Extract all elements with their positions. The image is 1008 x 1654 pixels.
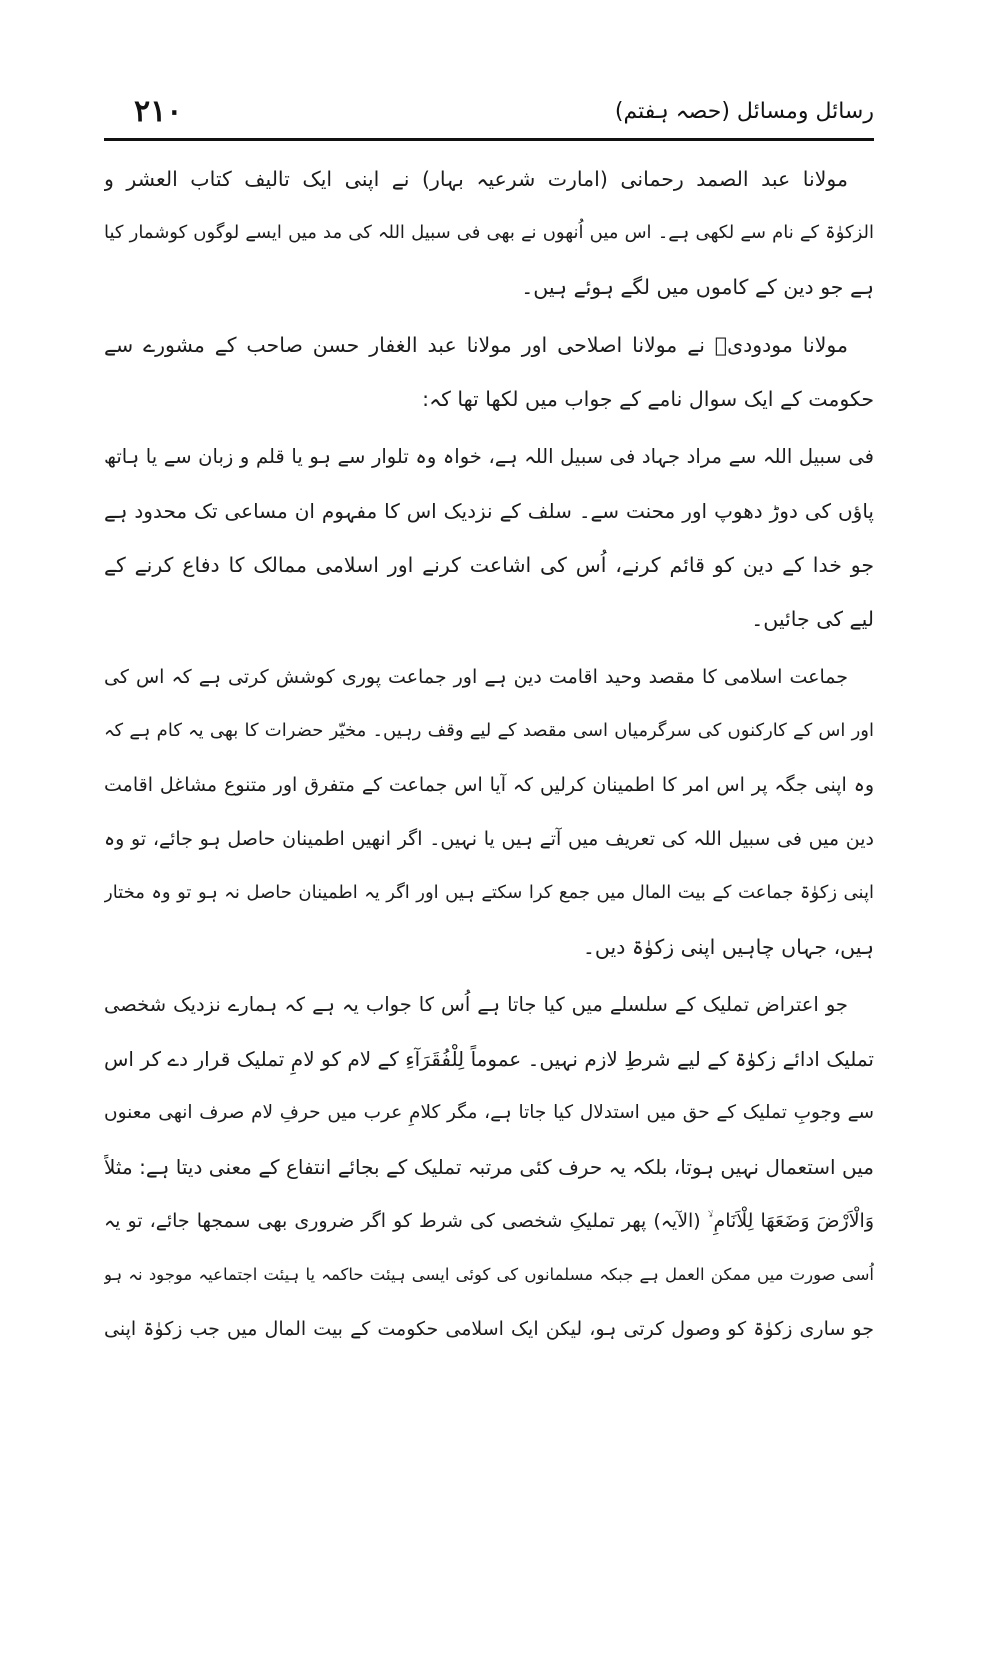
text-line: مولانا مودودیؒ نے مولانا اصلاحی اور مولانا عبد الغفار حسن صاحب کے مشورے سے (104, 333, 848, 357)
text-line: لیے کی جائیں۔ (751, 607, 874, 631)
text-line: پاؤں کی دوڑ دھوپ اور محنت سے۔ سلف کے نزدیک اس کا مفہوم ان مساعی تک محدود ہے (104, 499, 874, 523)
paragraph-2 (104, 318, 874, 426)
text-line: ہے جو دین کے کاموں میں لگے ہوئے ہیں۔ (521, 275, 874, 299)
text-line: تملیک ادائے زکوٰۃ کے لیے شرطِ لازم نہیں۔ عموماً لِلْفُقَرَآءِ کے لام کو لامِ تملیک قرار دے کر اس (104, 1047, 874, 1071)
text-line: مولانا عبد الصمد رحمانی (امارت شرعیہ بہار) نے اپنی ایک تالیف کتاب العشر و (104, 167, 848, 191)
text-line: فی سبیل اللہ سے مراد جہاد فی سبیل اللہ ہے، خواہ وہ تلوار سے ہو یا قلم و زبان سے یا ہاتھ (104, 445, 874, 468)
text-line: جو اعتراض تملیک کے سلسلے میں کیا جاتا ہے اُس کا جواب یہ ہے کہ ہمارے نزدیک شخصی (104, 993, 848, 1016)
text-line: ہیں، جہاں چاہیں اپنی زکوٰۃ دیں۔ (582, 935, 874, 959)
text-line: اُسی صورت میں ممکن العمل ہے جبکہ مسلمانوں کی کوئی ایسی ہیئت حاکمہ یا ہیئت اجتماعیہ موجود نہ ہو (104, 1265, 874, 1284)
text-line: میں استعمال نہیں ہوتا، بلکہ یہ حرف کئی مرتبہ تملیک کے بجائے انتفاع کے معنی دیتا ہے: مثلاً (104, 1155, 874, 1179)
text-line: وہ اپنی جگہ پر اس امر کا اطمینان کرلیں کہ آیا اس جماعت کے متفرق اور متنوع مشاغل اقامت (104, 774, 874, 796)
header-rule (104, 138, 874, 141)
paragraph-1 (104, 152, 874, 314)
text-line: دین میں فی سبیل اللہ کی تعریف میں آتے ہیں یا نہیں۔ اگر انھیں اطمینان حاصل ہو جائے، تو وہ (104, 828, 874, 850)
text-line: سے وجوبِ تملیک کے حق میں استدلال کیا جاتا ہے، مگر کلامِ عرب میں حرفِ لام صرف انھی معنوں (104, 1102, 874, 1123)
running-title: رسائل ومسائل (حصہ ہفتم) (614, 98, 874, 124)
text-line: وَالْاَرْضَ وَضَعَهَا لِلْاَنَامِ ۙ (الآیہ) پھر تملیکِ شخصی کی شرط کو اگر ضروری بھی سمجھا جائے، تو یہ (104, 1210, 874, 1232)
text-line: جماعت اسلامی کا مقصد وحید اقامت دین ہے اور جماعت پوری کوشش کرتی ہے کہ اس کی (104, 666, 848, 688)
page-number: ۲۱۰ (134, 93, 183, 129)
text-line: حکومت کے ایک سوال نامے کے جواب میں لکھا تھا کہ: (422, 387, 874, 411)
page-body (104, 152, 874, 1356)
paragraph-4 (104, 978, 874, 1356)
text-line: جو ساری زکوٰۃ کو وصول کرتی ہو، لیکن ایک اسلامی حکومت کے بیت المال میں جب زکوٰۃ اپنی (104, 1318, 874, 1340)
text-line: اپنی زکوٰۃ جماعت کے بیت المال میں جمع کرا سکتے ہیں اور اگر یہ اطمینان حاصل نہ ہو تو وہ مختار (104, 882, 874, 903)
quotation (104, 430, 874, 646)
page-header (104, 86, 874, 136)
text-line: اور اس کے کارکنوں کی سرگرمیاں اسی مقصد کے لیے وقف رہیں۔ مخیّر حضرات کا بھی یہ کام ہے کہ (104, 720, 874, 741)
text-line: الزکوٰۃ کے نام سے لکھی ہے۔ اس میں اُنھوں نے بھی فی سبیل اللہ کی مد میں ایسے لوگوں کوشمار کیا (104, 222, 874, 243)
paragraph-3 (104, 650, 874, 974)
text-line: جو خدا کے دین کو قائم کرنے، اُس کی اشاعت کرنے اور اسلامی ممالک کا دفاع کرنے کے (104, 553, 874, 577)
